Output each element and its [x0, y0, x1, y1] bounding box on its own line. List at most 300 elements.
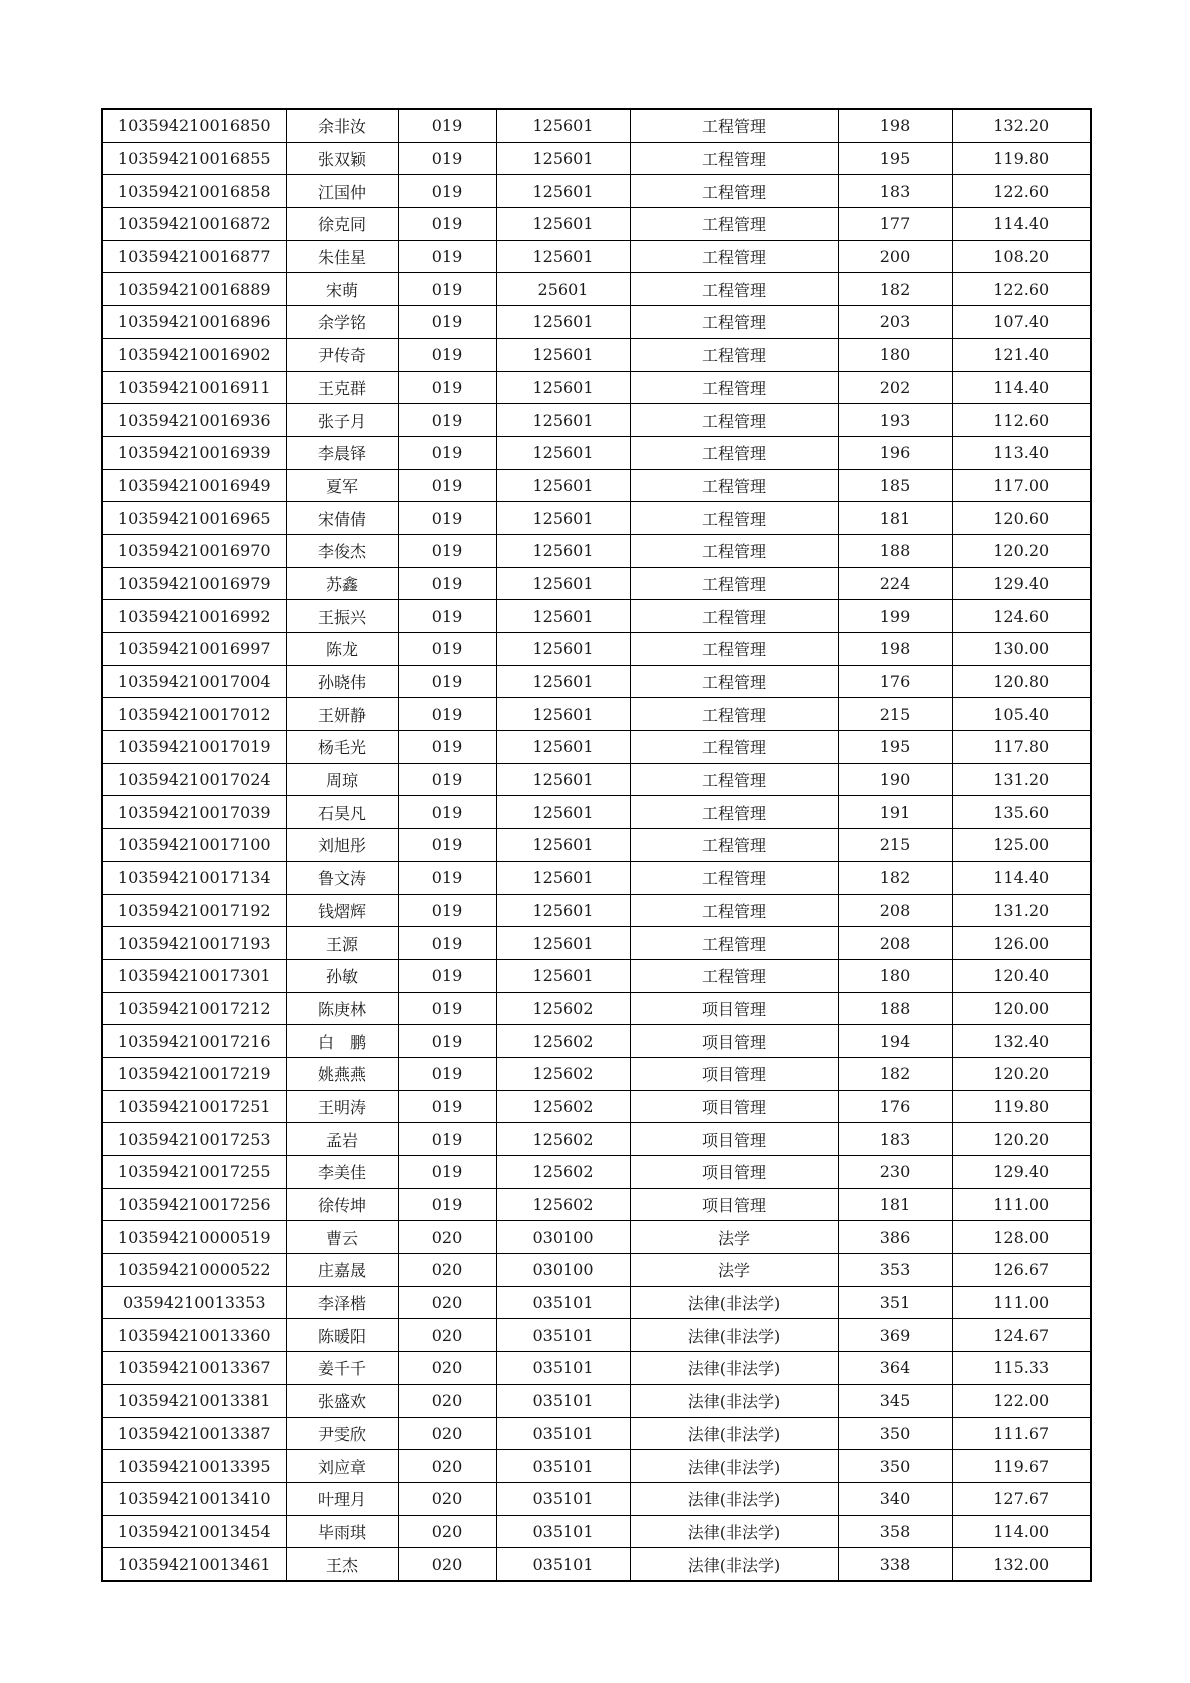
table-row: [102, 633, 1091, 666]
candidate-id-cell: 03594210013353: [102, 1286, 286, 1319]
major-code-cell: 125602: [496, 1156, 630, 1189]
table-row: [102, 1123, 1091, 1156]
interview-score-cell: 127.67: [952, 1482, 1091, 1515]
name-cell: 李俊杰: [286, 534, 398, 567]
exam-score-cell: 176: [838, 665, 952, 698]
major-name-cell: 工程管理: [630, 469, 838, 502]
exam-score-cell: 230: [838, 1156, 952, 1189]
major-code-cell: 125602: [496, 1025, 630, 1058]
table-row: [102, 436, 1091, 469]
department-code-cell: 019: [398, 1057, 496, 1090]
table-row: [102, 763, 1091, 796]
table-row: [102, 1384, 1091, 1417]
interview-score-cell: 126.67: [952, 1254, 1091, 1287]
candidate-id-cell: 103594210016855: [102, 142, 286, 175]
table-row: [102, 731, 1091, 764]
department-code-cell: 019: [398, 240, 496, 273]
major-code-cell: 125601: [496, 796, 630, 829]
major-code-cell: 125601: [496, 959, 630, 992]
department-code-cell: 020: [398, 1254, 496, 1287]
major-name-cell: 项目管理: [630, 1090, 838, 1123]
name-cell: 曹云: [286, 1221, 398, 1254]
table-row: [102, 1188, 1091, 1221]
interview-score-cell: 108.20: [952, 240, 1091, 273]
name-cell: 张盛欢: [286, 1384, 398, 1417]
exam-score-cell: 190: [838, 763, 952, 796]
table-row: [102, 992, 1091, 1025]
candidate-id-cell: 103594210017219: [102, 1057, 286, 1090]
interview-score-cell: 117.80: [952, 731, 1091, 764]
table-row: [102, 665, 1091, 698]
interview-score-cell: 112.60: [952, 404, 1091, 437]
name-cell: 石昊凡: [286, 796, 398, 829]
major-name-cell: 工程管理: [630, 894, 838, 927]
major-name-cell: 工程管理: [630, 796, 838, 829]
exam-score-cell: 345: [838, 1384, 952, 1417]
department-code-cell: 019: [398, 404, 496, 437]
major-code-cell: 125602: [496, 992, 630, 1025]
name-cell: 孙晓伟: [286, 665, 398, 698]
major-name-cell: 工程管理: [630, 306, 838, 339]
interview-score-cell: 120.20: [952, 1057, 1091, 1090]
department-code-cell: 019: [398, 763, 496, 796]
major-code-cell: 125601: [496, 665, 630, 698]
exam-score-cell: 198: [838, 633, 952, 666]
major-code-cell: 035101: [496, 1548, 630, 1581]
major-code-cell: 125601: [496, 534, 630, 567]
exam-score-cell: 196: [838, 436, 952, 469]
major-code-cell: 030100: [496, 1254, 630, 1287]
exam-score-cell: 194: [838, 1025, 952, 1058]
major-code-cell: 125601: [496, 567, 630, 600]
candidate-id-cell: 103594210017019: [102, 731, 286, 764]
table-body: [102, 109, 1091, 1581]
major-name-cell: 项目管理: [630, 1057, 838, 1090]
exam-score-cell: 198: [838, 109, 952, 142]
name-cell: 江国仲: [286, 175, 398, 208]
major-code-cell: 125601: [496, 306, 630, 339]
interview-score-cell: 120.20: [952, 1123, 1091, 1156]
candidate-id-cell: 103594210017193: [102, 927, 286, 960]
table-row: [102, 698, 1091, 731]
exam-score-cell: 340: [838, 1482, 952, 1515]
exam-score-cell: 176: [838, 1090, 952, 1123]
exam-score-cell: 183: [838, 1123, 952, 1156]
table-row: [102, 109, 1091, 142]
name-cell: 刘旭彤: [286, 829, 398, 862]
major-code-cell: 035101: [496, 1515, 630, 1548]
major-name-cell: 法律(非法学): [630, 1286, 838, 1319]
candidate-id-cell: 103594210016889: [102, 273, 286, 306]
major-code-cell: 125601: [496, 829, 630, 862]
major-name-cell: 工程管理: [630, 567, 838, 600]
candidate-id-cell: 103594210017216: [102, 1025, 286, 1058]
interview-score-cell: 131.20: [952, 894, 1091, 927]
candidate-id-cell: 103594210016970: [102, 534, 286, 567]
department-code-cell: 019: [398, 927, 496, 960]
interview-score-cell: 125.00: [952, 829, 1091, 862]
table-row: [102, 1156, 1091, 1189]
name-cell: 张双颖: [286, 142, 398, 175]
department-code-cell: 019: [398, 208, 496, 241]
exam-score-cell: 180: [838, 959, 952, 992]
department-code-cell: 019: [398, 371, 496, 404]
interview-score-cell: 124.67: [952, 1319, 1091, 1352]
table-row: [102, 1057, 1091, 1090]
major-name-cell: 工程管理: [630, 861, 838, 894]
name-cell: 孙敏: [286, 959, 398, 992]
interview-score-cell: 114.40: [952, 371, 1091, 404]
major-code-cell: 125601: [496, 698, 630, 731]
name-cell: 陈龙: [286, 633, 398, 666]
major-name-cell: 法律(非法学): [630, 1384, 838, 1417]
department-code-cell: 020: [398, 1515, 496, 1548]
name-cell: 王妍静: [286, 698, 398, 731]
department-code-cell: 020: [398, 1548, 496, 1581]
major-name-cell: 工程管理: [630, 338, 838, 371]
major-code-cell: 125602: [496, 1123, 630, 1156]
exam-score-cell: 195: [838, 142, 952, 175]
interview-score-cell: 126.00: [952, 927, 1091, 960]
major-code-cell: 035101: [496, 1286, 630, 1319]
department-code-cell: 019: [398, 959, 496, 992]
major-code-cell: 125602: [496, 1057, 630, 1090]
interview-score-cell: 120.80: [952, 665, 1091, 698]
major-name-cell: 工程管理: [630, 959, 838, 992]
major-name-cell: 项目管理: [630, 1025, 838, 1058]
exam-score-cell: 358: [838, 1515, 952, 1548]
major-name-cell: 工程管理: [630, 109, 838, 142]
interview-score-cell: 119.67: [952, 1450, 1091, 1483]
candidate-id-cell: 103594210016949: [102, 469, 286, 502]
interview-score-cell: 111.67: [952, 1417, 1091, 1450]
name-cell: 鲁文涛: [286, 861, 398, 894]
candidate-id-cell: 103594210017024: [102, 763, 286, 796]
major-name-cell: 法律(非法学): [630, 1482, 838, 1515]
candidate-id-cell: 103594210017251: [102, 1090, 286, 1123]
exam-score-cell: 350: [838, 1450, 952, 1483]
name-cell: 王杰: [286, 1548, 398, 1581]
department-code-cell: 019: [398, 502, 496, 535]
name-cell: 尹雯欣: [286, 1417, 398, 1450]
candidate-id-cell: 103594210000519: [102, 1221, 286, 1254]
major-name-cell: 工程管理: [630, 142, 838, 175]
name-cell: 杨毛光: [286, 731, 398, 764]
candidate-id-cell: 103594210017301: [102, 959, 286, 992]
major-code-cell: 035101: [496, 1450, 630, 1483]
table-row: [102, 829, 1091, 862]
table-row: [102, 1515, 1091, 1548]
table-row: [102, 1254, 1091, 1287]
major-name-cell: 工程管理: [630, 665, 838, 698]
candidate-id-cell: 103594210016965: [102, 502, 286, 535]
exam-score-cell: 193: [838, 404, 952, 437]
department-code-cell: 019: [398, 436, 496, 469]
major-code-cell: 125601: [496, 175, 630, 208]
exam-score-cell: 351: [838, 1286, 952, 1319]
interview-score-cell: 128.00: [952, 1221, 1091, 1254]
department-code-cell: 019: [398, 338, 496, 371]
interview-score-cell: 135.60: [952, 796, 1091, 829]
name-cell: 王克群: [286, 371, 398, 404]
department-code-cell: 019: [398, 861, 496, 894]
candidate-id-cell: 103594210016858: [102, 175, 286, 208]
exam-score-cell: 182: [838, 861, 952, 894]
interview-score-cell: 115.33: [952, 1352, 1091, 1385]
major-code-cell: 125601: [496, 142, 630, 175]
department-code-cell: 019: [398, 1025, 496, 1058]
name-cell: 庄嘉晟: [286, 1254, 398, 1287]
department-code-cell: 019: [398, 469, 496, 502]
candidate-id-cell: 103594210016896: [102, 306, 286, 339]
table-row: [102, 175, 1091, 208]
candidate-id-cell: 103594210013395: [102, 1450, 286, 1483]
major-name-cell: 项目管理: [630, 1123, 838, 1156]
candidate-id-cell: 103594210013454: [102, 1515, 286, 1548]
major-code-cell: 125601: [496, 894, 630, 927]
interview-score-cell: 122.60: [952, 175, 1091, 208]
name-cell: 姚燕燕: [286, 1057, 398, 1090]
major-name-cell: 工程管理: [630, 436, 838, 469]
table-row: [102, 142, 1091, 175]
interview-score-cell: 132.40: [952, 1025, 1091, 1058]
major-code-cell: 125601: [496, 502, 630, 535]
department-code-cell: 019: [398, 698, 496, 731]
major-code-cell: 125601: [496, 469, 630, 502]
interview-score-cell: 120.20: [952, 534, 1091, 567]
interview-score-cell: 117.00: [952, 469, 1091, 502]
major-name-cell: 法律(非法学): [630, 1417, 838, 1450]
table-row: [102, 959, 1091, 992]
interview-score-cell: 114.00: [952, 1515, 1091, 1548]
table-row: [102, 240, 1091, 273]
exam-score-cell: 224: [838, 567, 952, 600]
table-row: [102, 404, 1091, 437]
department-code-cell: 019: [398, 633, 496, 666]
major-name-cell: 工程管理: [630, 502, 838, 535]
major-name-cell: 法律(非法学): [630, 1548, 838, 1581]
table-row: [102, 894, 1091, 927]
major-name-cell: 工程管理: [630, 404, 838, 437]
department-code-cell: 020: [398, 1384, 496, 1417]
table-row: [102, 1286, 1091, 1319]
table-row: [102, 469, 1091, 502]
exam-score-cell: 350: [838, 1417, 952, 1450]
major-name-cell: 工程管理: [630, 763, 838, 796]
interview-score-cell: 120.00: [952, 992, 1091, 1025]
candidate-id-cell: 103594210016911: [102, 371, 286, 404]
table-row: [102, 567, 1091, 600]
department-code-cell: 019: [398, 142, 496, 175]
exam-score-cell: 199: [838, 600, 952, 633]
candidate-id-cell: 103594210017212: [102, 992, 286, 1025]
name-cell: 宋萌: [286, 273, 398, 306]
major-code-cell: 125601: [496, 600, 630, 633]
table-row: [102, 1319, 1091, 1352]
table-row: [102, 1450, 1091, 1483]
candidate-id-cell: 103594210016992: [102, 600, 286, 633]
department-code-cell: 020: [398, 1417, 496, 1450]
major-name-cell: 项目管理: [630, 992, 838, 1025]
major-code-cell: 125601: [496, 371, 630, 404]
major-name-cell: 项目管理: [630, 1188, 838, 1221]
exam-score-cell: 182: [838, 1057, 952, 1090]
exam-score-cell: 353: [838, 1254, 952, 1287]
major-code-cell: 125602: [496, 1188, 630, 1221]
candidate-id-cell: 103594210016850: [102, 109, 286, 142]
candidate-id-cell: 103594210017134: [102, 861, 286, 894]
candidate-id-cell: 103594210013367: [102, 1352, 286, 1385]
major-code-cell: 125601: [496, 240, 630, 273]
candidate-id-cell: 103594210017039: [102, 796, 286, 829]
exam-score-cell: 185: [838, 469, 952, 502]
candidate-id-cell: 103594210013410: [102, 1482, 286, 1515]
major-name-cell: 工程管理: [630, 208, 838, 241]
candidate-id-cell: 103594210013461: [102, 1548, 286, 1581]
major-code-cell: 035101: [496, 1384, 630, 1417]
department-code-cell: 019: [398, 1090, 496, 1123]
name-cell: 朱佳星: [286, 240, 398, 273]
interview-score-cell: 124.60: [952, 600, 1091, 633]
candidate-id-cell: 103594210017256: [102, 1188, 286, 1221]
department-code-cell: 019: [398, 796, 496, 829]
major-code-cell: 035101: [496, 1482, 630, 1515]
candidate-id-cell: 103594210013360: [102, 1319, 286, 1352]
major-name-cell: 法律(非法学): [630, 1450, 838, 1483]
interview-score-cell: 129.40: [952, 567, 1091, 600]
candidate-id-cell: 103594210017253: [102, 1123, 286, 1156]
interview-score-cell: 107.40: [952, 306, 1091, 339]
major-name-cell: 工程管理: [630, 534, 838, 567]
name-cell: 王明涛: [286, 1090, 398, 1123]
department-code-cell: 020: [398, 1221, 496, 1254]
major-code-cell: 25601: [496, 273, 630, 306]
candidate-id-cell: 103594210017255: [102, 1156, 286, 1189]
interview-score-cell: 113.40: [952, 436, 1091, 469]
name-cell: 尹传奇: [286, 338, 398, 371]
candidate-id-cell: 103594210016877: [102, 240, 286, 273]
table-row: [102, 306, 1091, 339]
candidate-id-cell: 103594210013387: [102, 1417, 286, 1450]
name-cell: 姜千千: [286, 1352, 398, 1385]
name-cell: 陈庚林: [286, 992, 398, 1025]
candidate-id-cell: 103594210016997: [102, 633, 286, 666]
name-cell: 孟岩: [286, 1123, 398, 1156]
table-row: [102, 1025, 1091, 1058]
candidate-id-cell: 103594210017192: [102, 894, 286, 927]
exam-score-cell: 181: [838, 502, 952, 535]
department-code-cell: 020: [398, 1352, 496, 1385]
candidate-id-cell: 103594210016872: [102, 208, 286, 241]
major-code-cell: 125601: [496, 763, 630, 796]
table-row: [102, 1417, 1091, 1450]
candidate-id-cell: 103594210017012: [102, 698, 286, 731]
department-code-cell: 019: [398, 306, 496, 339]
exam-score-cell: 386: [838, 1221, 952, 1254]
candidate-id-cell: 103594210016936: [102, 404, 286, 437]
exam-score-cell: 215: [838, 829, 952, 862]
candidate-id-cell: 103594210013381: [102, 1384, 286, 1417]
major-code-cell: 125601: [496, 861, 630, 894]
name-cell: 王源: [286, 927, 398, 960]
name-cell: 王振兴: [286, 600, 398, 633]
candidate-id-cell: 103594210017100: [102, 829, 286, 862]
table-row: [102, 1548, 1091, 1581]
department-code-cell: 019: [398, 894, 496, 927]
interview-score-cell: 121.40: [952, 338, 1091, 371]
interview-score-cell: 122.00: [952, 1384, 1091, 1417]
exam-score-cell: 195: [838, 731, 952, 764]
major-name-cell: 工程管理: [630, 273, 838, 306]
table-row: [102, 1090, 1091, 1123]
name-cell: 余学铭: [286, 306, 398, 339]
candidate-id-cell: 103594210016902: [102, 338, 286, 371]
department-code-cell: 019: [398, 600, 496, 633]
major-code-cell: 030100: [496, 1221, 630, 1254]
exam-score-cell: 188: [838, 992, 952, 1025]
department-code-cell: 019: [398, 731, 496, 764]
name-cell: 毕雨琪: [286, 1515, 398, 1548]
name-cell: 李晨铎: [286, 436, 398, 469]
department-code-cell: 019: [398, 109, 496, 142]
table-row: [102, 338, 1091, 371]
exam-score-cell: 202: [838, 371, 952, 404]
table-row: [102, 927, 1091, 960]
exam-score-cell: 177: [838, 208, 952, 241]
interview-score-cell: 130.00: [952, 633, 1091, 666]
name-cell: 周琼: [286, 763, 398, 796]
table-row: [102, 1482, 1091, 1515]
department-code-cell: 019: [398, 665, 496, 698]
table-row: [102, 371, 1091, 404]
exam-score-cell: 182: [838, 273, 952, 306]
name-cell: 李泽楷: [286, 1286, 398, 1319]
table-row: [102, 273, 1091, 306]
table-row: [102, 600, 1091, 633]
name-cell: 宋倩倩: [286, 502, 398, 535]
major-name-cell: 工程管理: [630, 698, 838, 731]
major-code-cell: 125601: [496, 208, 630, 241]
major-code-cell: 035101: [496, 1352, 630, 1385]
department-code-cell: 020: [398, 1450, 496, 1483]
exam-score-cell: 180: [838, 338, 952, 371]
score-table: [101, 108, 1092, 1582]
interview-score-cell: 120.60: [952, 502, 1091, 535]
interview-score-cell: 132.00: [952, 1548, 1091, 1581]
department-code-cell: 020: [398, 1319, 496, 1352]
major-code-cell: 125601: [496, 109, 630, 142]
major-name-cell: 工程管理: [630, 731, 838, 764]
exam-score-cell: 338: [838, 1548, 952, 1581]
major-code-cell: 125602: [496, 1090, 630, 1123]
name-cell: 叶理月: [286, 1482, 398, 1515]
candidate-id-cell: 103594210016939: [102, 436, 286, 469]
department-code-cell: 019: [398, 175, 496, 208]
name-cell: 李美佳: [286, 1156, 398, 1189]
name-cell: 徐克同: [286, 208, 398, 241]
department-code-cell: 019: [398, 1123, 496, 1156]
department-code-cell: 019: [398, 829, 496, 862]
exam-score-cell: 200: [838, 240, 952, 273]
exam-score-cell: 188: [838, 534, 952, 567]
interview-score-cell: 119.80: [952, 1090, 1091, 1123]
major-name-cell: 工程管理: [630, 927, 838, 960]
exam-score-cell: 203: [838, 306, 952, 339]
name-cell: 钱熠辉: [286, 894, 398, 927]
department-code-cell: 019: [398, 1156, 496, 1189]
major-code-cell: 125601: [496, 731, 630, 764]
name-cell: 余非汝: [286, 109, 398, 142]
